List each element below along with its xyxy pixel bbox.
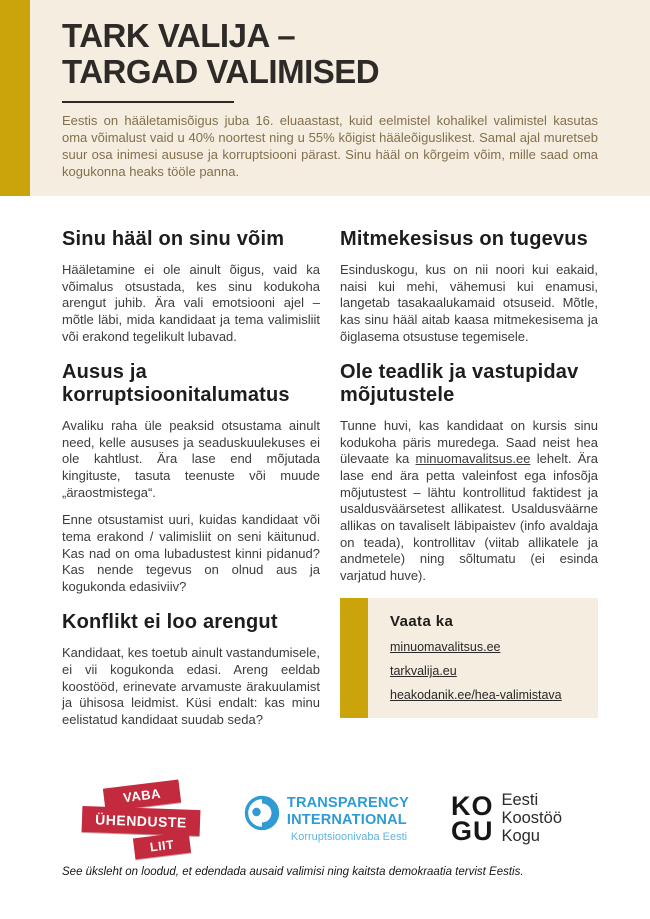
section-heading: Sinu hääl on sinu võim bbox=[62, 228, 285, 250]
link-minuomavalitsus[interactable]: minuomavalitsus.ee bbox=[390, 640, 501, 655]
section-paragraph: Esinduskogu, kus on nii noori kui eakaid, naisi kui mehi, vähemusi kui enamusi, langetab tasakaalukamaid otsuseid. Mõtle, kas sinu hääl aitab kaasa mitmekesisema ja õiglasema otsustuse tegemisele. bbox=[340, 262, 598, 344]
section-paragraph bbox=[340, 418, 598, 584]
ti-name-line1: TRANSPARENCY bbox=[286, 795, 410, 812]
intro-paragraph: Eestis on hääletamisõigus juba 16. eluaastast, kuid eelmistel kohalikel valimistel kasutas oma võimalust vaid u 40% noortest ning u 55% kõigist hääleõiguslikest. Samal ajal muretseb suur osa inimesi aususe ja korruptsiooni pärast. Sinu hääl on kõrgeim võim, mille saad oma kogukonna heaks tööle panna. bbox=[62, 113, 598, 179]
kogu-wordmark bbox=[501, 792, 562, 845]
vaba-uhenduste-liit-logo bbox=[82, 781, 202, 857]
section-heading: Mitmekesisus on tugevus bbox=[340, 228, 588, 250]
kogu-word-line2: Koostöö bbox=[501, 809, 562, 828]
globe-icon bbox=[244, 795, 280, 831]
header bbox=[0, 0, 650, 196]
kogu-monogram-line2: GU bbox=[450, 816, 494, 846]
content-columns bbox=[0, 196, 650, 729]
partner-logos-row bbox=[0, 779, 650, 859]
link-tarkvalija[interactable]: tarkvalija.eu bbox=[390, 664, 457, 679]
right-column bbox=[340, 196, 598, 729]
ti-text bbox=[287, 795, 409, 842]
paragraph-text: lehelt. Ära lase end ära petta valeinfost ega infosõja mõjutustest – lähtu kontrollitud faktidest ja usaldusväärsetest allikatest. Usaldusväärne allikas on tavaliselt läbipaistev (info avaldaja on teada), kontrollitav (viitab allikatele ja andmetele) ning sõltumatu (ei esinda varjatud huve). bbox=[340, 451, 598, 583]
ti-name-line2: INTERNATIONAL bbox=[286, 811, 407, 828]
section-konflikt bbox=[62, 611, 320, 728]
link-heakodanik[interactable]: heakodanik.ee/hea-valimistava bbox=[390, 688, 562, 703]
section-paragraph: Enne otsustamist uuri, kuidas kandidaat või tema erakond / valimisliit on seni käitunud. Kas nad on oma lubadustest kinni pidanud? Kas nende tegevus on olnud aus ja kogukonda edasiviiv? bbox=[62, 512, 320, 594]
kogu-word-line3: Kogu bbox=[501, 826, 540, 845]
kogu-logo bbox=[451, 792, 562, 845]
ribbon-segment: VABA bbox=[103, 779, 181, 811]
kogu-word-line1: Eesti bbox=[501, 791, 539, 810]
section-paragraph: Hääletamine ei ole ainult õigus, vaid ka võimalus otsustada, kes sinu kodukoha arengut juhib. Ära vali emotsiooni ajel – mõtle läbi, mida kandidaat ja tema valimisliit või erakond tegelikult lubavad. bbox=[62, 262, 320, 344]
section-heading: Ausus ja korruptsioonitalumatus bbox=[62, 361, 290, 407]
footer-note: See üksleht on loodud, et edendada ausaid valimisi ning kaitsta demokraatia tervist Eestis. bbox=[62, 866, 524, 878]
page-title bbox=[62, 18, 598, 89]
kogu-monogram-line1: KO bbox=[450, 791, 494, 822]
vaata-ka-content bbox=[368, 598, 598, 718]
section-heading: Konflikt ei loo arengut bbox=[62, 611, 278, 634]
section-heading: Ole teadlik ja vastupidav mõjutustele bbox=[340, 361, 579, 407]
paragraph-text: Tunne huvi, kas kandidaat on kursis sinu kodukoha päris muredega. Saad neist hea ülevaate ka bbox=[340, 418, 598, 467]
section-paragraph: Avaliku raha üle peaksid otsustama ainult need, kelle aususes ja seaduskuulekuses ei ole kahtlust. Ära lase end mõjutada kingituste, tasuta teenuste või muude „äraostmistega“. bbox=[62, 418, 320, 500]
title-divider bbox=[62, 101, 234, 103]
ribbon-segment: ÜHENDUSTE bbox=[82, 806, 201, 836]
page-title-line1: TARK VALIJA – bbox=[62, 17, 296, 54]
section-paragraph: Kandidaat, kes toetub ainult vastandumisele, ei vii kogukonda edasi. Areng eeldab koostööd, erinevate arvamuste ärakuulamist ja ühisosa leidmist. Küsi endalt: kas minu eelistatud kandidaat suudab seda? bbox=[62, 645, 321, 727]
section-sinu-haal bbox=[62, 228, 320, 345]
vaata-ka-box bbox=[340, 598, 598, 718]
gold-accent-bar bbox=[0, 0, 30, 196]
section-ole-teadlik bbox=[340, 361, 598, 584]
section-mitmekesisus bbox=[340, 228, 598, 345]
page-title-line2: TARGAD VALIMISED bbox=[62, 52, 380, 90]
kogu-monogram bbox=[450, 791, 494, 846]
minuomavalitsus-inline-link[interactable]: minuomavalitsus.ee bbox=[415, 451, 531, 467]
ti-subtitle: Korruptsioonivaba Eesti bbox=[290, 830, 408, 843]
vaata-ka-accent-bar bbox=[340, 598, 368, 718]
vaata-ka-title: Vaata ka bbox=[390, 613, 454, 631]
transparency-international-logo bbox=[244, 795, 409, 842]
left-column bbox=[62, 196, 320, 729]
ribbon-segment: LIIT bbox=[133, 832, 191, 860]
section-ausus bbox=[62, 361, 320, 595]
